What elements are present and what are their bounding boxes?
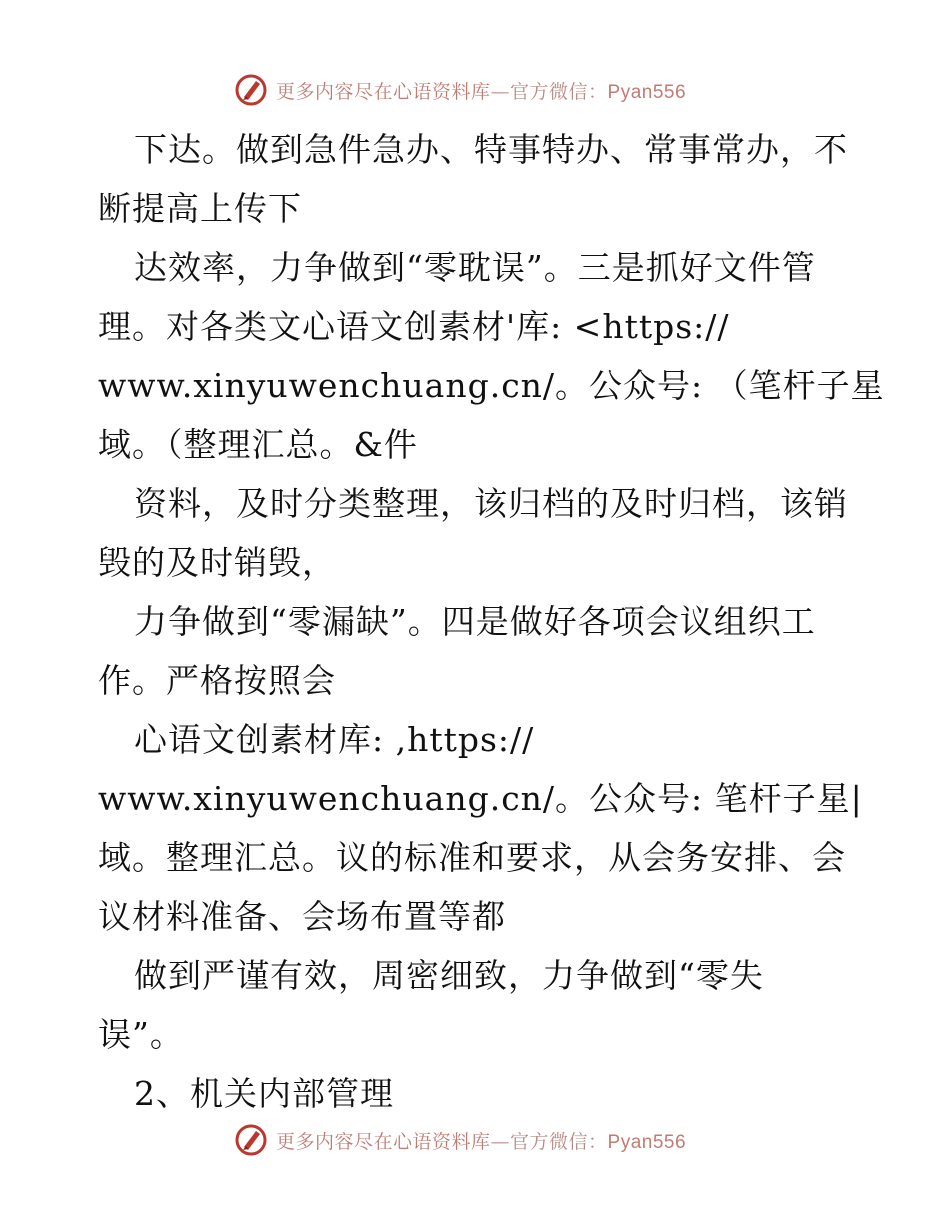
- document-body: [98, 120, 885, 1123]
- footer-banner-handle: Pyan556: [607, 1131, 687, 1153]
- body-line: 域。（整理汇总。&件: [98, 425, 418, 464]
- section-heading: 2、机关内部管理: [134, 1074, 394, 1113]
- body-line: 达效率，力争做到“零耽误”。三是抓好文件管: [134, 248, 816, 287]
- body-line: www.xinyuwenchuang.cn/。公众号: （笔杆子星: [98, 366, 885, 405]
- body-line: 议材料准备、会场布置等都: [98, 897, 506, 936]
- header-banner-separator: —: [490, 80, 511, 103]
- brand-logo-icon: [234, 73, 268, 107]
- body-line: 做到严谨有效，周密细致，力争做到“零失: [134, 956, 764, 995]
- footer-banner-official: 官方微信：: [510, 1130, 608, 1153]
- body-line: 下达。做到急件急办、特事特办、常事常办，不: [134, 130, 848, 169]
- header-banner-text: [276, 77, 686, 104]
- body-line: 断提高上传下: [98, 189, 302, 228]
- body-line: 资料，及时分类整理，该归档的及时归档，该销: [134, 484, 848, 523]
- body-line: 心语文创素材库: ,https://: [134, 720, 535, 759]
- body-line: 域。整理汇总。议的标准和要求，从会务安排、会: [98, 838, 846, 877]
- body-line: 毁的及时销毁，: [98, 543, 336, 582]
- header-banner-main: 更多内容尽在心语资料库: [276, 80, 491, 103]
- footer-banner-separator: —: [490, 1130, 511, 1153]
- body-line: 误”。: [98, 1015, 184, 1054]
- header-banner-handle: Pyan556: [607, 81, 687, 103]
- footer-banner-text: [276, 1127, 686, 1154]
- body-line: www.xinyuwenchuang.cn/。公众号: 笔杆子星|: [98, 779, 863, 818]
- body-line: 力争做到“零漏缺”。四是做好各项会议组织工: [134, 602, 816, 641]
- header-banner-official: 官方微信：: [510, 80, 608, 103]
- footer-banner-main: 更多内容尽在心语资料库: [276, 1130, 491, 1153]
- brand-logo-icon: [234, 1123, 268, 1157]
- body-line: 作。严格按照会: [98, 661, 336, 700]
- header-banner: [234, 72, 686, 108]
- footer-banner: [234, 1122, 686, 1158]
- body-line: 理。对各类文心语文创素材'库: <https://: [98, 307, 730, 346]
